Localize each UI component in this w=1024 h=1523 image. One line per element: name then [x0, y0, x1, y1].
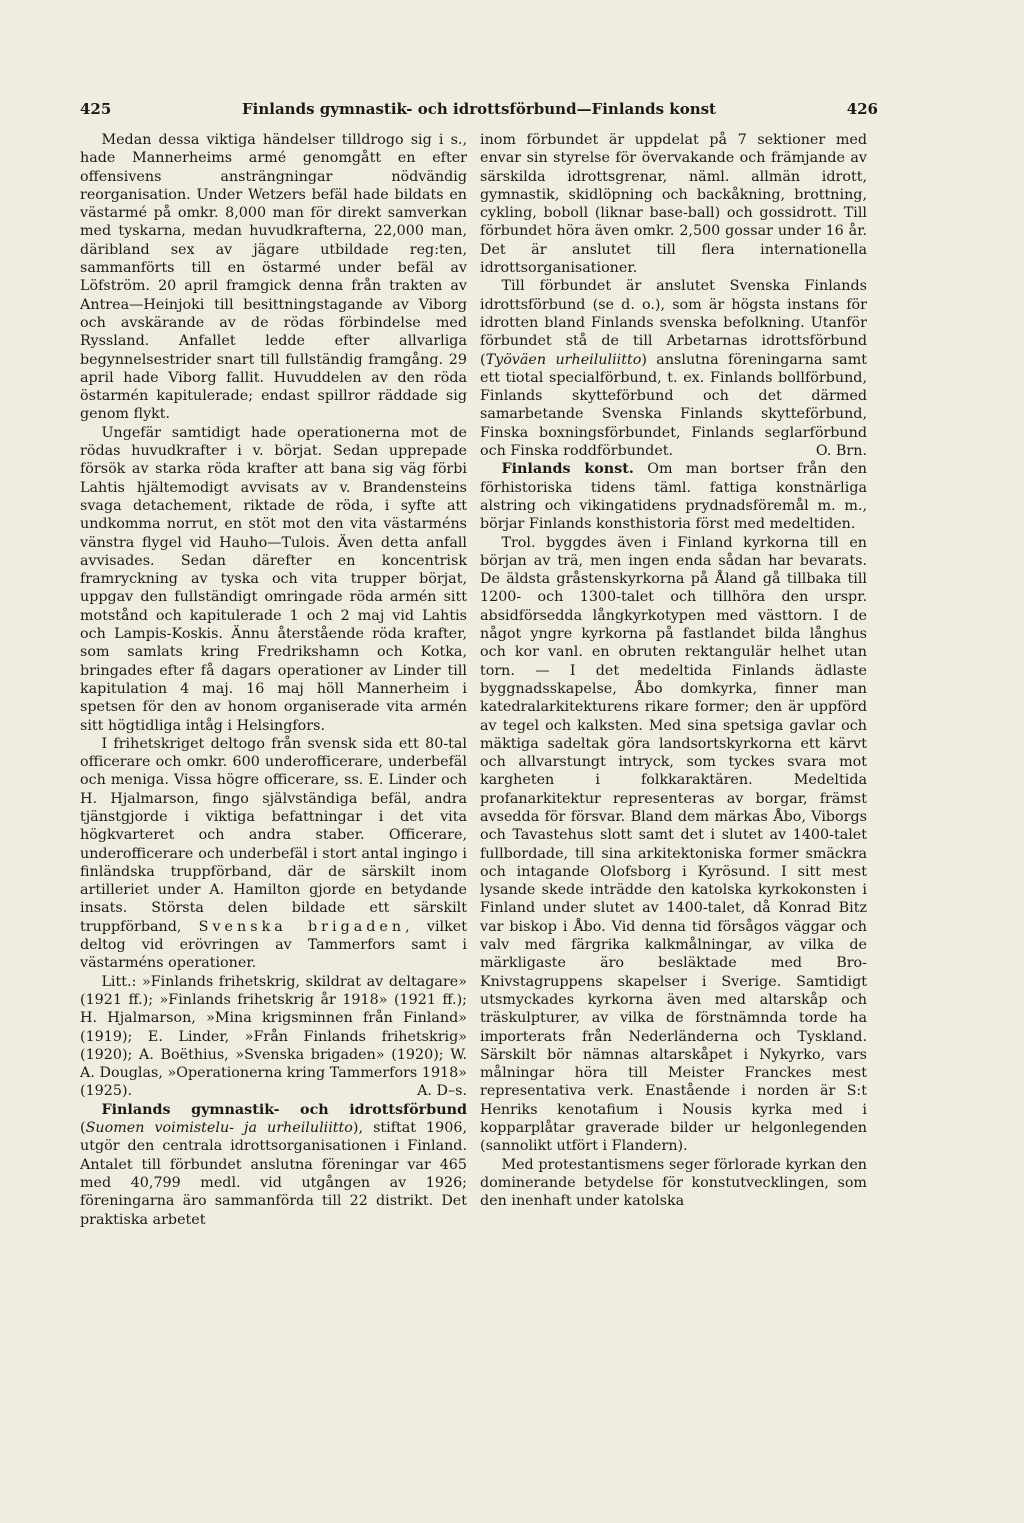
author-signature: A. D–s.: [417, 1083, 467, 1100]
author-signature: O. Brn.: [815, 443, 867, 460]
literature-paragraph: [80, 973, 467, 1101]
text-run: Litt.: »Finlands frihetskrig, skildrat av deltagare» (1921 ff.); »Finlands frihetskrig år 1918» (1921 ff.); H. Hjalmarson, »Mina krigsminnen från Finland» (1919); E. Linder, »Från Finlands frihetskrig» (1920); A. Boëthius, »Svenska brigaden» (1920); W. A. Douglas, »Operationerna kring Tammerfors 1918» (1925).: [80, 973, 467, 1100]
running-title: Finlands gymnastik- och idrottsförbund—Finlands konst: [242, 100, 716, 118]
entry-paragraph: [480, 460, 867, 533]
text-run: Om man bortser från den förhistoriska tidens täml. fattiga konstnärliga alstring och vikingatidens prydnadsföremål m. m., börjar Finlands konsthistoria först med medeltiden.: [480, 461, 867, 533]
left-column: [80, 131, 467, 1229]
page-number-right: 426: [846, 100, 878, 118]
entry-heading: Finlands gymnastik- och idrottsförbund: [101, 1101, 467, 1118]
paragraph: [80, 735, 467, 973]
text-run: , vilket deltog vid erövringen av Tammerfors samt i västarméns operationer.: [80, 918, 467, 972]
paragraph: Med protestantismens seger förlorade kyrkan den dominerande betydelse för konstutvecklingen, som den inenhaft under katolska: [480, 1156, 867, 1210]
text-run: (: [80, 1120, 86, 1137]
entry-heading: Finlands konst.: [501, 461, 634, 478]
text-run: I frihetskriget deltogo från svensk sida ett 80-tal officerare och omkr. 600 underofficerare, underbefäl och meniga. Vissa högre officerare, ss. E. Linder och H. Hjalmarson, fingo självständiga befäl, andra tjänstgjorde i viktiga befattningar i det vita högkvarteret och andra staber. Officerare, underofficerare och underbefäl i stort antal ingingo i finländska truppförband, där de särskilt inom artilleriet under A. Hamilton gjorde en betydande insats. Största delen bildade ett särskilt truppförband,: [80, 735, 467, 935]
italic-text: Työväen urheiluliitto: [485, 351, 642, 368]
spaced-text: Svenska brigaden: [198, 918, 406, 935]
paragraph: Medan dessa viktiga händelser tilldrogo sig i s., hade Mannerheims armé genomgått en efter offensivens ansträngningar nödvändig reorganisation. Under Wetzers befäl hade bildats en västarmé på omkr. 8,000 man för direkt samverkan med tyskarna, medan huvudkrafterna, 22,000 man, däribland sex av jägare utbildade reg:ten, sammanförts till en östarmé under befäl av Löfström. 20 april framgick denna från trakten av Antrea—Heinjoki till besittningstagande av Viborg och avskärande av de rödas förbindelse med Ryssland. Anfallet ledde efter allvarliga begynnelsestrider snart till fullständig framgång. 29 april hade Viborg fallit. Huvuddelen av den röda östarmén kapitulerade; endast spillror räddade sig genom flykt.: [80, 132, 467, 423]
paragraph: [480, 277, 867, 460]
paragraph: Ungefär samtidigt hade operationerna mot de rödas huvudkrafter i v. börjat. Sedan upprepade försök av starka röda krafter att bana sig väg förbi Lahtis hjältemodigt avvisats av v. Brandensteins svaga detachement, riktade de röda, i syfte att undkomma norrut, en stöt mot den vita västarméns vänstra flygel vid Hauho—Tulois. Även detta anfall avvisades. Sedan därefter en koncentrisk framryckning av tyska och vita trupper börjat, uppgav den fullständigt omringade röda armén sitt motstånd och kapitulerade 1 och 2 maj vid Lahtis och Lampis-Koskis. Ännu återstående röda krafter, som samlats kring Fredrikshamn och Kotka, bringades efter få dagars operationer av Linder till kapitulation 4 maj. 16 maj höll Mannerheim i spetsen för den av honom organiserade vita armén sitt högtidliga intåg i Helsingfors.: [80, 424, 467, 734]
right-column: [480, 131, 867, 1211]
running-header: [80, 100, 878, 122]
italic-text: Suomen voimistelu- ja urheiluliitto: [85, 1120, 353, 1137]
page-number-left: 425: [80, 100, 112, 118]
paragraph: Trol. byggdes även i Finland kyrkorna till en början av trä, men ingen enda sådan har bevarats. De äldsta gråstenskyrkorna på Åland gå tillbaka till 1200- och 1300-talet och tillhöra den urspr. absidförsedda långkyrkotypen med västtorn. I de något yngre kyrkorna på fastlandet bilda långhus och kor vanl. en obruten rektangulär helhet utan torn. — I det medeltida Finlands ädlaste byggnadsskapelse, Åbo domkyrka, finner man katedralarkitekturens rikare former; den är uppförd av tegel och kalksten. Med sina spetsiga gavlar och mäktiga sadeltak göra landsortskyrkorna ett kärvt och allvarstungt intryck, som tyckes svara mot kargheten i folkkaraktären. Medeltida profanarkitektur representeras av borgar, främst avsedda för försvar. Bland dem märkas Åbo, Viborgs och Tavastehus slott samt det i slutet av 1400-talet fullbordade, till sina arkitektoniska former smäckra och intagande Olofsborg i Kyrösund. I sitt mest lysande skede inträdde den katolska kyrkokonsten i Finland under slutet av 1400-talet, då Konrad Bitz var biskop i Åbo. Vid denna tid försågos väggar och valv med färgrika kalkmålningar, av vilka de märkligaste äro besläktade med Bro-Knivstagruppens skapelser i Sverige. Samtidigt utsmyckades kyrkorna även med altarskåp och träskulpturer, av vilka de förstnämnda torde ha importerats från Nederländerna och Tyskland. Särskilt bör nämnas altarskåpet i Nykyrko, vars målningar höra till Meister Franckes mest representativa verk. Enastående i norden är S:t Henriks kenotafium i Nousis kyrka med i kopparplåtar graverade bilder ur helgonlegenden (sannolikt utfört i Flandern).: [480, 534, 867, 1155]
paragraph: inom förbundet är uppdelat på 7 sektioner med envar sin styrelse för övervakande och främjande av särskilda idrottsgrenar, näml. allmän idrott, gymnastik, skidlöpning och backåkning, brottning, cykling, boboll (liknar base-ball) och gossidrott. Till förbundet höra även omkr. 2,500 gossar under 16 år. Det är anslutet till flera internationella idrottsorganisationer.: [480, 132, 867, 277]
text-run: ), stiftat 1906, utgör den centrala idrottsorganisationen i Finland. Antalet till förbundet anslutna föreningar var 465 med 40,799 medl. vid utgången av 1926; föreningarna äro sammanförda till 22 distrikt. Det praktiska arbetet: [80, 1120, 467, 1228]
text-run: Till förbundet är anslutet Svenska Finlands idrottsförbund (se d. o.), som är högsta instans för idrotten bland Finlands svenska befolkning. Utanför förbundet stå de till Arbetarnas idrottsförbund (: [480, 278, 867, 368]
text-run: ) anslutna föreningarna samt ett tiotal specialförbund, t. ex. Finlands bollförbund, Finlands skytteförbund och det därmed samarbetande Svenska Finlands skytteförbund, Finska boxningsförbundet, Finlands seglarförbund och Finska roddförbundet.: [480, 351, 867, 460]
entry-paragraph: [80, 1101, 467, 1229]
